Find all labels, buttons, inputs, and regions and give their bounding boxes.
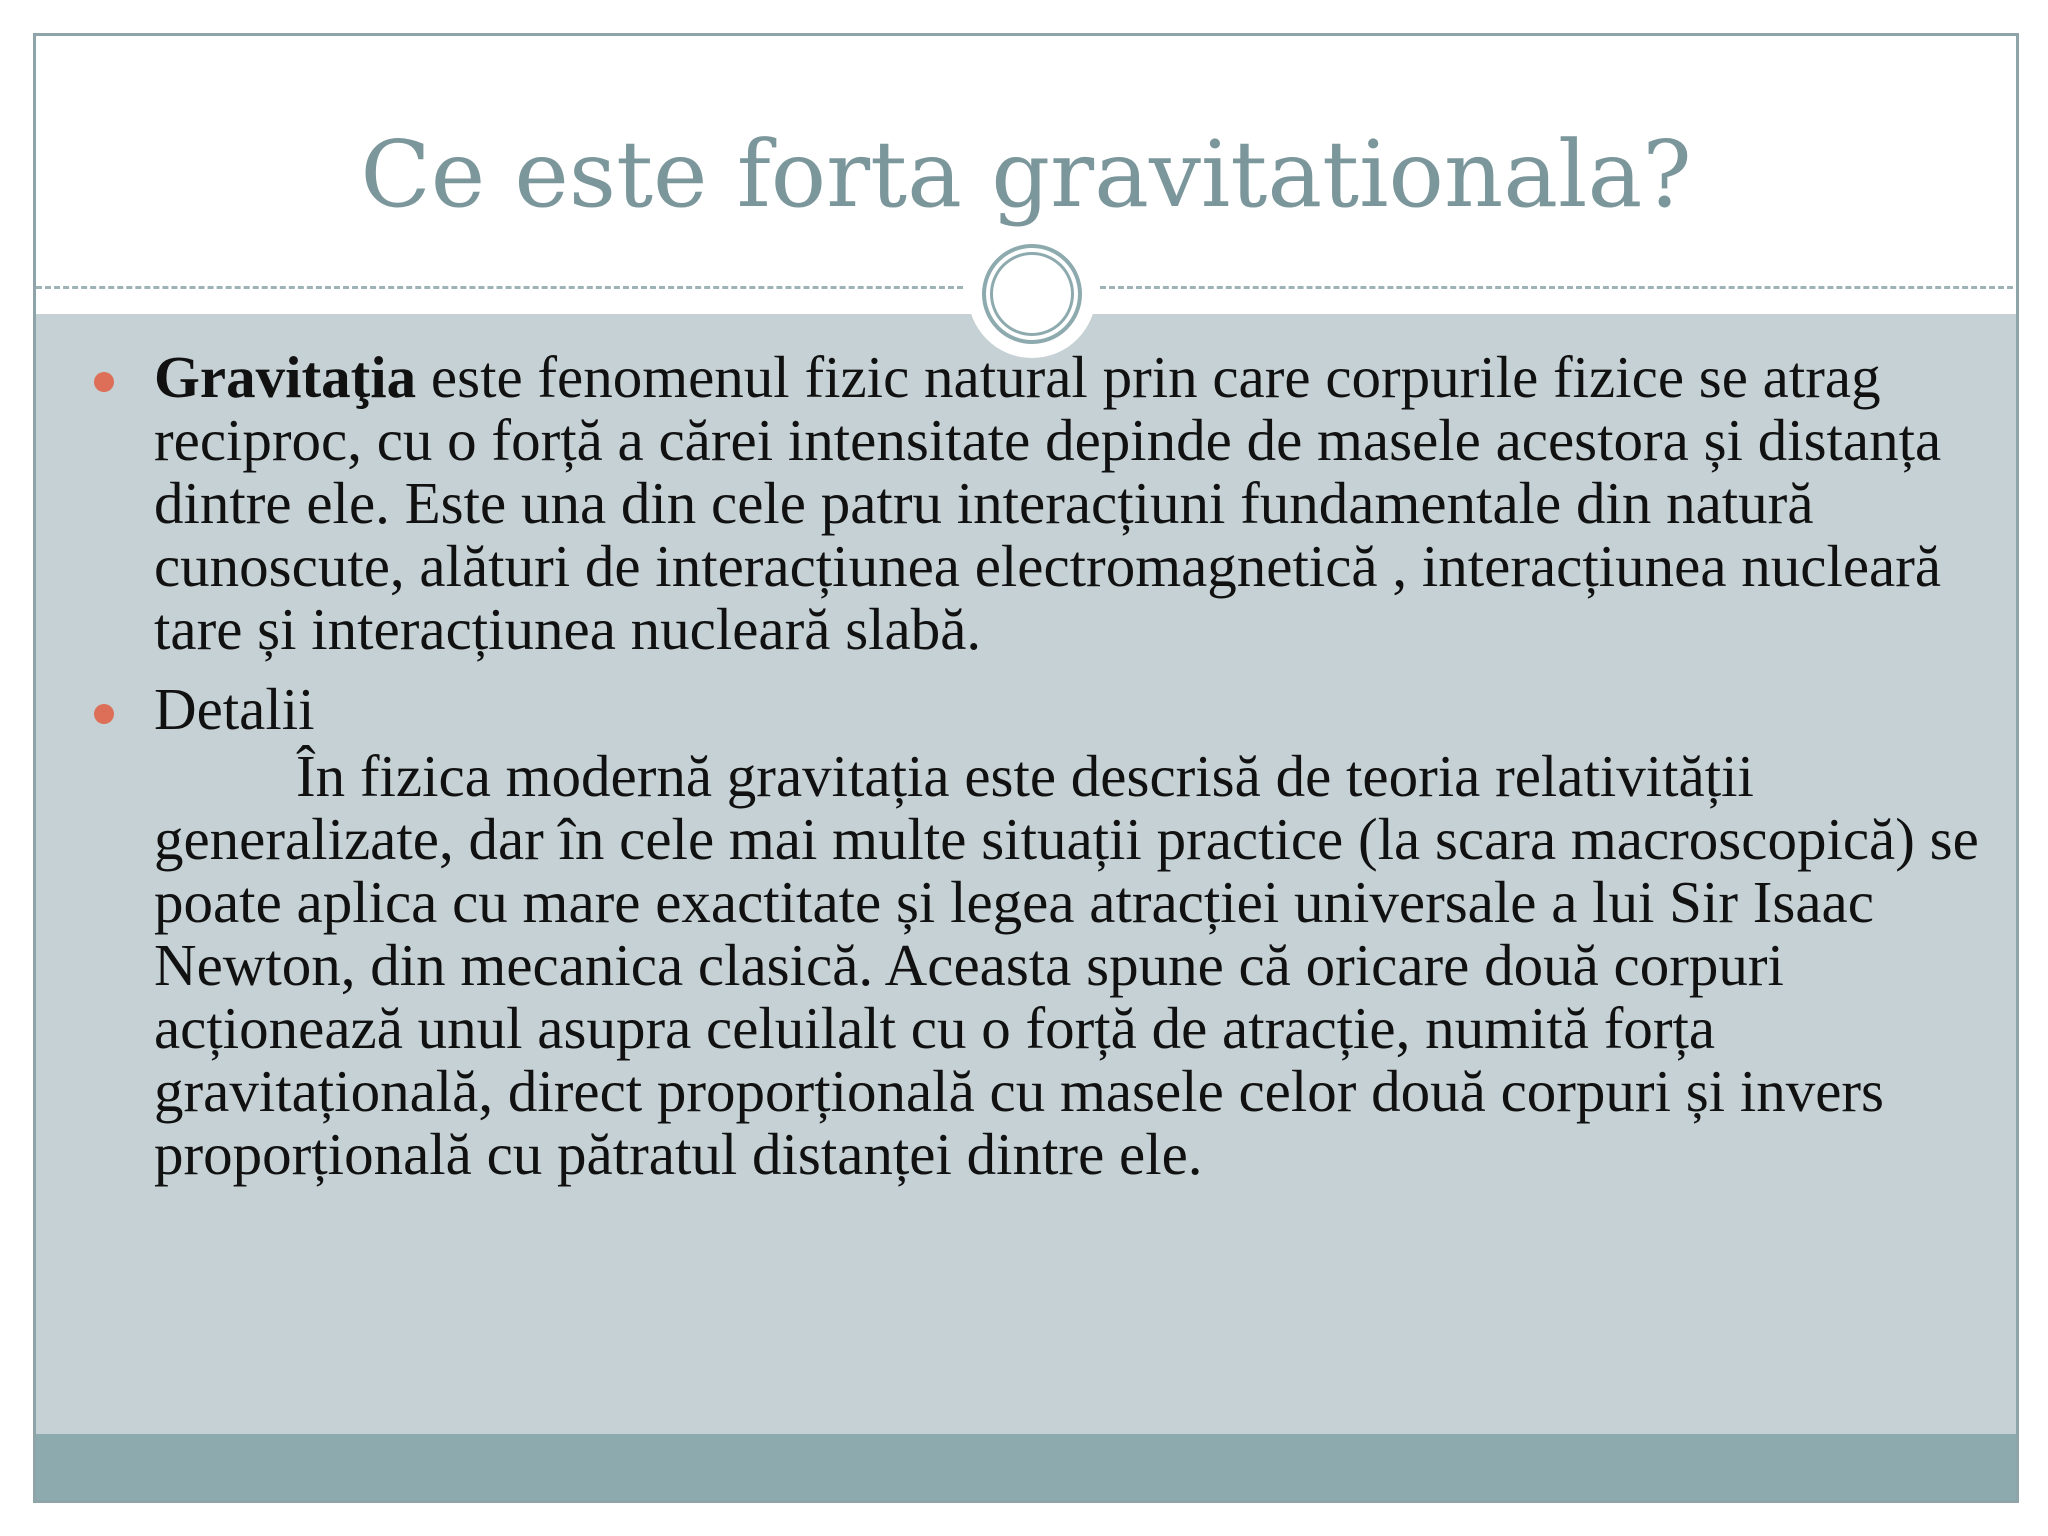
bullet-item-gravitatia bbox=[36, 346, 1986, 661]
title-divider-right bbox=[1100, 286, 2019, 289]
footer-band bbox=[36, 1434, 2016, 1503]
bullet-text: este fenomenul fizic natural prin care corpurile fizice se atrag reciproc, cu o forță a cărei intensitate depinde de masele acestora și distanța dintre ele. Este una din cele patru interacțiuni fundamentale din natură cunoscute, alături de interacțiunea electromagnetică , interacțiunea nucleară tare și interacțiunea nucleară slabă. bbox=[154, 344, 1942, 662]
ornament-outer-ring bbox=[982, 244, 1082, 344]
detail-paragraph: În fizica modernă gravitația este descrisă de teoria relativității generalizate, dar în cele mai multe situații practice (la scara macroscopică) se poate aplica cu mare exactitate și legea atracției universale a lui Sir Isaac Newton, din mecanica clasică. Aceasta spune că oricare două corpuri acționează unul asupra celuilalt cu o forță de atracție, numită forța gravitațională, direct proporțională cu masele celor două corpuri și invers proporțională cu pătratul distanței dintre ele. bbox=[154, 743, 1979, 1187]
circle-ornament-icon bbox=[968, 230, 1096, 358]
bullet-bold-lead: Gravitaţia bbox=[154, 344, 417, 410]
slide-title: Ce este forta gravitationala? bbox=[360, 121, 1692, 228]
bullet-item-detalii bbox=[36, 678, 1986, 741]
bullet-dot-icon bbox=[94, 372, 114, 392]
ornament-inner-ring bbox=[990, 252, 1074, 336]
bullet-text: Detalii bbox=[154, 676, 315, 742]
bullet-dot-icon bbox=[94, 704, 114, 724]
title-divider-left bbox=[36, 286, 963, 289]
slide bbox=[33, 33, 2019, 1503]
slide-body bbox=[36, 346, 2016, 1186]
